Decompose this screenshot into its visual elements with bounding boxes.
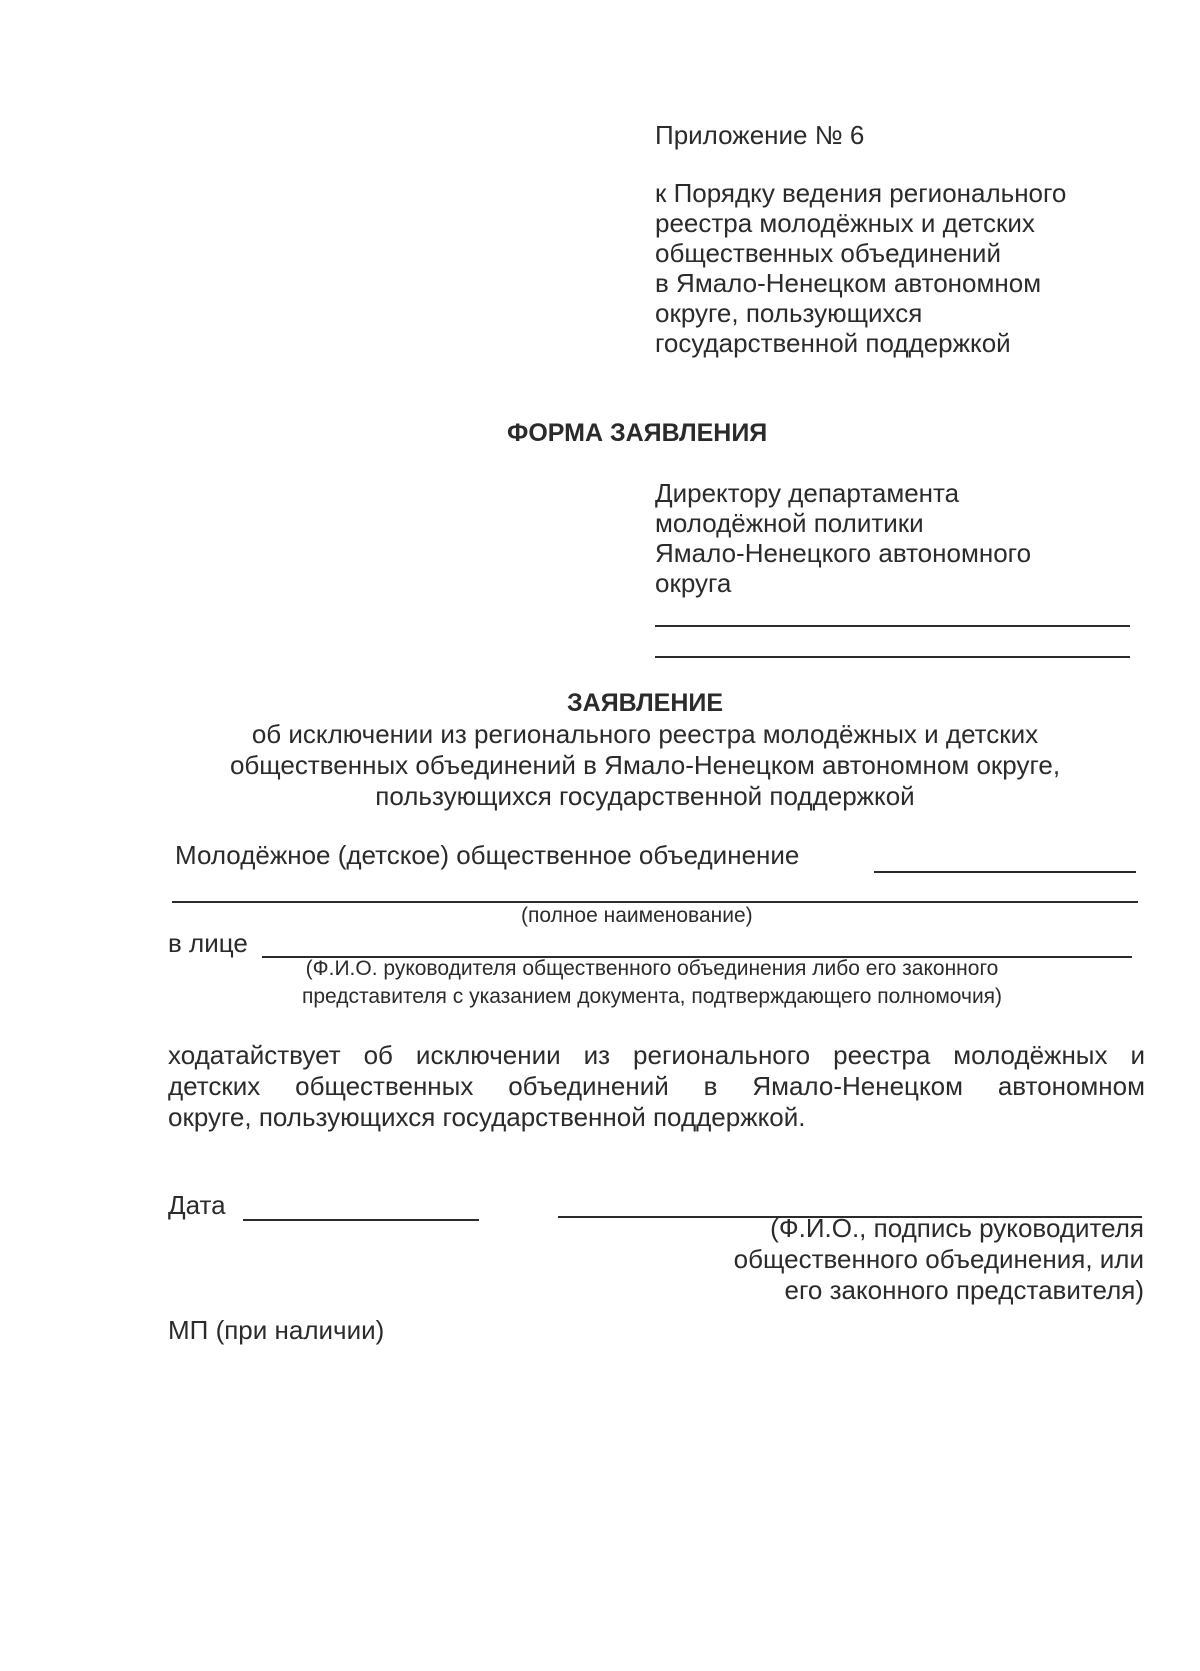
organization-hint: (полное наименование) bbox=[521, 904, 753, 927]
representative-hint-line: представителя с указанием документа, подтверждающего полномочия) bbox=[301, 985, 1003, 1008]
form-title: ФОРМА ЗАЯВЛЕНИЯ bbox=[507, 419, 768, 447]
signature-hint-line: его законного представителя) bbox=[784, 1275, 1144, 1305]
appendix-reference bbox=[655, 178, 1066, 358]
statement-subtitle-line: об исключении из регионального реестра молодёжных и детских bbox=[251, 719, 1039, 749]
statement-title-text: ЗАЯВЛЕНИЕ bbox=[566, 689, 724, 717]
appendix-line: реестра молодёжных и детских bbox=[655, 208, 1035, 238]
addressee-blank-line[interactable] bbox=[655, 656, 1130, 658]
addressee-line: округа bbox=[655, 568, 732, 598]
appendix-line: общественных объединений bbox=[655, 238, 1001, 268]
signature-hint-line: (Ф.И.О., подпись руководителя bbox=[770, 1213, 1144, 1243]
signature-hint-line: общественного объединения, или bbox=[733, 1244, 1144, 1274]
represented-by-label: в лице bbox=[168, 928, 248, 958]
petition-text bbox=[168, 1040, 1145, 1133]
statement-subtitle bbox=[120, 719, 1170, 812]
appendix-number: Приложение № 6 bbox=[655, 120, 865, 150]
date-label: Дата bbox=[168, 1190, 226, 1220]
representative-hint bbox=[172, 955, 1132, 1011]
petition-line: ходатайствует об исключении из регионального реестра молодёжных и bbox=[168, 1040, 1145, 1070]
appendix-line: к Порядку ведения регионального bbox=[655, 178, 1067, 208]
organization-label: Молодёжное (детское) общественное объединение bbox=[175, 840, 800, 870]
addressee-line: Директору департамента bbox=[655, 478, 960, 508]
statement-subtitle-line: пользующихся государственной поддержкой bbox=[375, 781, 915, 811]
addressee-line: Ямало-Ненецкого автономного bbox=[655, 538, 1032, 568]
signature-hint bbox=[734, 1213, 1144, 1306]
seal-label: МП (при наличии) bbox=[168, 1315, 385, 1345]
addressee-blank-line[interactable] bbox=[655, 625, 1130, 627]
addressee-line: молодёжной политики bbox=[655, 508, 924, 538]
addressee bbox=[655, 478, 1031, 598]
statement-title bbox=[120, 688, 1170, 718]
date-field[interactable] bbox=[243, 1219, 479, 1221]
appendix-line: в Ямало-Ненецком автономном bbox=[655, 268, 1042, 298]
statement-subtitle-line: общественных объединений в Ямало-Ненецком автономном округе, bbox=[229, 750, 1061, 780]
petition-line: округе, пользующихся государственной поддержкой. bbox=[168, 1102, 806, 1132]
petition-line: детских общественных объединений в Ямало-Ненецком автономном bbox=[168, 1071, 1145, 1101]
appendix-line: округе, пользующихся bbox=[655, 298, 923, 328]
appendix-line: государственной поддержкой bbox=[655, 328, 1011, 358]
representative-hint-line: (Ф.И.О. руководителя общественного объединения либо его законного bbox=[305, 957, 999, 980]
organization-name-field[interactable] bbox=[874, 871, 1136, 873]
